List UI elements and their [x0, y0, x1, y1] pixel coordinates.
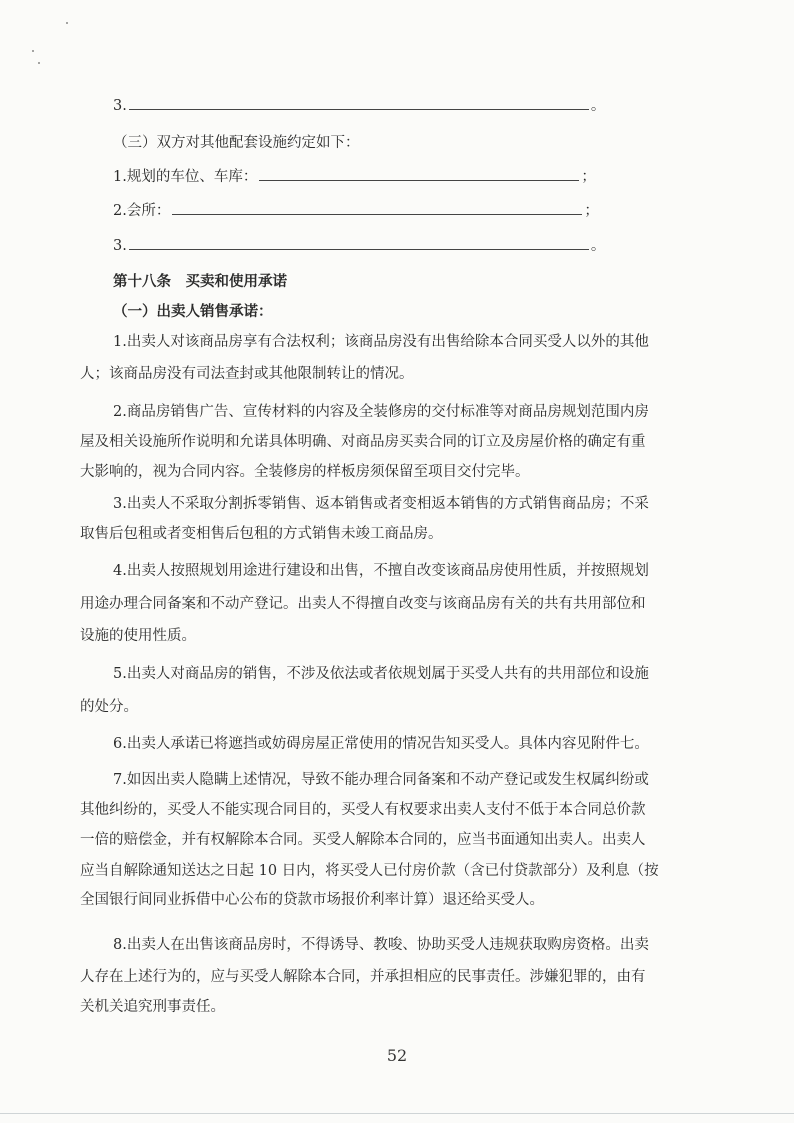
- line-punctuation: 。: [590, 98, 606, 114]
- line-text: 第十八条 买卖和使用承诺: [113, 273, 287, 290]
- line-text: 的处分。: [80, 699, 138, 715]
- text-line: [80, 524, 680, 544]
- scan-speck: [66, 22, 68, 24]
- text-line: [80, 462, 680, 482]
- line-text: 8.出卖人在出售该商品房时，不得诱导、教唆、协助买受人违规获取购房资格。出卖: [113, 937, 649, 953]
- line-text: 一倍的赔偿金，并有权解除本合同。买受人解除本合同的，应当书面通知出卖人。出卖人: [80, 832, 646, 848]
- fill-in-blank: [129, 95, 589, 110]
- line-text: 其他纠纷的，买受人不能实现合同目的，买受人有权要求出卖人支付不低于本合同总价款: [80, 802, 646, 818]
- text-line: [113, 664, 713, 684]
- line-text: 大影响的，视为合同内容。全装修房的样板房须保留至项目交付完毕。: [80, 464, 530, 480]
- line-text: 1.规划的车位、车库：: [113, 169, 258, 185]
- text-line: [80, 861, 680, 881]
- line-text: 应当自解除通知送达之日起 10 日内，将买受人已付房价款（含已付贷款部分）及利息（按: [80, 863, 659, 879]
- text-line: [80, 830, 680, 850]
- fill-in-blank: [172, 200, 582, 215]
- text-line: [113, 402, 713, 422]
- scan-speck: [38, 62, 40, 64]
- section-heading: [113, 302, 713, 322]
- text-line: [80, 364, 680, 384]
- text-line: [113, 734, 713, 754]
- line-text: 2.会所：: [113, 203, 171, 219]
- line-text: 3.出卖人不采取分割拆零销售、返本销售或者变相返本销售的方式销售商品房；不采: [113, 496, 649, 512]
- line-text: （一）出卖人销售承诺：: [113, 303, 273, 320]
- line-text: 全国银行间同业拆借中心公布的贷款市场报价利率计算）退还给买受人。: [80, 892, 544, 908]
- line-text: 7.如因出卖人隐瞒上述情况，导致不能办理合同备案和不动产登记或发生权属纠纷或: [113, 772, 649, 788]
- text-line: [113, 770, 713, 790]
- scan-speck: [32, 50, 34, 52]
- line-text: 5.出卖人对商品房的销售，不涉及依法或者依规划属于买受人共有的共用部位和设施: [113, 666, 649, 682]
- text-line: [113, 166, 713, 187]
- line-punctuation: ；: [584, 203, 599, 219]
- line-text: 用途办理合同备案和不动产登记。出卖人不得擅自改变与该商品房有关的共有共用部位和: [80, 596, 646, 612]
- line-text: 1.出卖人对该商品房享有合法权利；该商品房没有出售给除本合同买受人以外的其他: [113, 334, 649, 350]
- text-line: [113, 235, 713, 256]
- text-line: [113, 133, 713, 153]
- line-text: 3.: [113, 238, 127, 254]
- line-text: 2.商品房销售广告、宣传材料的内容及全装修房的交付标准等对商品房规划范围内房: [113, 404, 649, 420]
- line-text: 人；该商品房没有司法查封或其他限制转让的情况。: [80, 366, 414, 382]
- text-line: [80, 594, 680, 614]
- text-line: [113, 935, 713, 955]
- line-text: 关机关追究刑事责任。: [80, 999, 225, 1015]
- text-line: [113, 494, 713, 514]
- line-text: 取售后包租或者变相售后包租的方式销售未竣工商品房。: [80, 526, 443, 542]
- text-line: [113, 561, 713, 581]
- text-line: [113, 200, 713, 221]
- text-line: [113, 332, 713, 352]
- text-line: [113, 95, 713, 116]
- bottom-divider: [0, 1113, 794, 1114]
- line-text: 人存在上述行为的，应与买受人解除本合同，并承担相应的民事责任。涉嫌犯罪的，由有: [80, 969, 646, 985]
- page-number: 52: [386, 1046, 408, 1065]
- section-heading: [113, 272, 713, 292]
- line-text: （三）双方对其他配套设施约定如下：: [113, 135, 360, 151]
- fill-in-blank: [259, 166, 579, 181]
- text-line: [80, 890, 680, 910]
- fill-in-blank: [129, 235, 589, 250]
- text-line: [80, 800, 680, 820]
- text-line: [80, 432, 680, 452]
- text-line: [80, 626, 680, 646]
- line-text: 设施的使用性质。: [80, 628, 196, 644]
- line-punctuation: ；: [581, 169, 596, 185]
- text-line: [80, 997, 680, 1017]
- line-punctuation: 。: [590, 238, 606, 254]
- line-text: 6.出卖人承诺已将遮挡或妨碍房屋正常使用的情况告知买受人。具体内容见附件七。: [113, 736, 649, 752]
- text-line: [80, 697, 680, 717]
- line-text: 4.出卖人按照规划用途进行建设和出售，不擅自改变该商品房使用性质，并按照规划: [113, 563, 649, 579]
- line-text: 3.: [113, 98, 127, 114]
- text-line: [80, 967, 680, 987]
- line-text: 屋及相关设施所作说明和允诺具体明确、对商品房买卖合同的订立及房屋价格的确定有重: [80, 434, 646, 450]
